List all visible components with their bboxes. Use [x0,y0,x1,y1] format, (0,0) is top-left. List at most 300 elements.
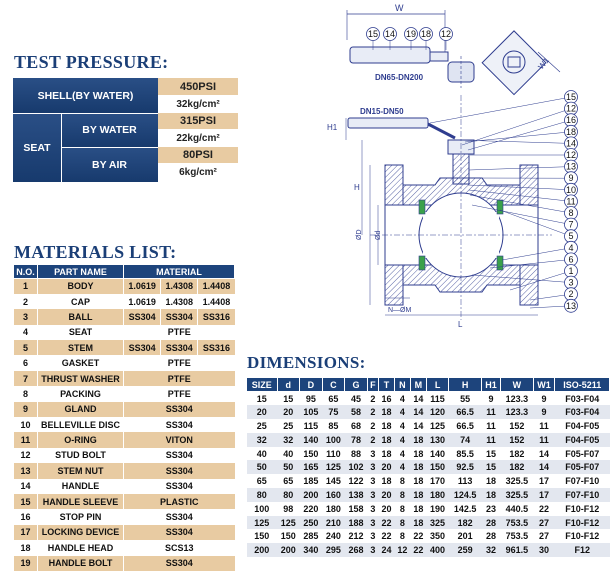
callout-number: 1 [568,266,574,276]
dimension-cell: 18 [410,502,426,516]
dimension-cell: 45 [345,392,368,406]
callout-number: 14 [384,29,396,39]
material-cell: VITON [124,432,235,447]
dimension-cell: 14 [533,460,555,474]
test-pressure-title: TEST PRESSURE: [14,52,169,72]
air-psi: 80PSI [158,147,238,163]
dimension-cell: 115 [300,419,323,433]
dimension-cell: 11 [481,405,500,419]
materials-table [13,264,235,571]
part-number: 2 [14,294,38,309]
dimension-cell: 18 [410,460,426,474]
dimension-cell: 68 [345,419,368,433]
dimension-cell: 18 [410,516,426,530]
dimension-cell: 88 [345,447,368,461]
part-name: BALL [38,309,124,324]
callout-number: 15 [565,92,577,102]
dimension-header-cell: W1 [533,378,555,392]
part-number: 3 [14,309,38,324]
dimensions-title: DIMENSIONS: [247,353,366,372]
dimension-cell: 66.5 [449,419,482,433]
dimension-cell: 25 [277,419,300,433]
callout-number: 18 [420,29,432,39]
part-number: 10 [14,417,38,432]
dimension-cell: 105 [300,405,323,419]
dimension-cell: 150 [426,460,449,474]
material-cell: SS304 [124,479,235,494]
dimension-cell: 9 [533,405,555,419]
dimension-cell: 190 [426,502,449,516]
dimension-cell: 14 [410,392,426,406]
dimension-header-cell: H1 [481,378,500,392]
dimension-cell: 2 [367,392,378,406]
dimension-cell: 4 [394,433,410,447]
callout-number: 14 [565,138,577,149]
part-number: 1 [14,279,38,294]
dimension-cell: 11 [481,433,500,447]
material-cell: 1.4408 [198,294,235,309]
dimension-cell: 150 [277,529,300,543]
dimension-cell: 240 [322,529,345,543]
dimension-cell: 123.3 [501,392,534,406]
part-number: 8 [14,386,38,401]
dimension-cell: 145 [322,474,345,488]
dimension-cell: 4 [394,447,410,461]
dimension-cell: 20 [379,502,395,516]
dimension-cell: 12 [394,543,410,557]
callout-number: 7 [568,219,574,230]
dimension-cell: 9 [533,392,555,406]
dim-h1-label: H1 [327,123,338,132]
dimension-cell: 92.5 [449,460,482,474]
dim-w-label: W [395,3,404,13]
dim-w1-label: W1 [536,56,552,72]
material-cell: SS316 [198,309,235,324]
material-cell: SS304 [161,309,198,324]
dimension-cell: 65 [322,392,345,406]
shell-kg: 32kg/cm² [158,95,238,113]
dimension-cell: F07-F10 [555,474,610,488]
dimension-header-cell: M [410,378,426,392]
valve-body-section [385,140,538,305]
dimension-cell: 250 [300,516,323,530]
shell-label: SHELL(BY WATER) [13,78,158,113]
callout-number: 5 [568,231,574,242]
dimension-cell: 58 [345,405,368,419]
part-number: 4 [14,325,38,340]
dimension-cell: 11 [533,433,555,447]
dimension-cell: 78 [345,433,368,447]
table-row [14,309,235,324]
dimension-cell: 100 [247,502,278,516]
dimension-cell: 110 [322,447,345,461]
table-row [247,419,610,433]
callout-number: 16 [565,115,577,126]
dimension-cell: 22 [410,529,426,543]
dimension-cell: 18 [379,405,395,419]
dimension-cell: 400 [426,543,449,557]
dimension-cell: 158 [345,502,368,516]
dimension-cell: F03-F04 [555,392,610,406]
dimension-cell: 295 [322,543,345,557]
part-number: 17 [14,525,38,540]
dimension-cell: 22 [379,516,395,530]
dimension-cell: 24 [379,543,395,557]
dimension-cell: 50 [247,460,278,474]
dim-h-label: H [354,183,360,192]
dimension-cell: 25 [247,419,278,433]
dimension-cell: 140 [426,447,449,461]
dimension-cell: F10-F12 [555,529,610,543]
dimension-cell: 210 [322,516,345,530]
part-name: SEAT [38,325,124,340]
dimension-cell: 8 [394,474,410,488]
material-cell: SS304 [124,340,161,355]
dimension-cell: 75 [322,405,345,419]
dimension-cell: 3 [367,460,378,474]
material-cell: PTFE [124,371,235,386]
material-cell: 1.4308 [161,279,198,294]
table-row [14,402,235,417]
callout-number: 12 [565,103,577,114]
dimension-cell: 100 [322,433,345,447]
part-name: STEM NUT [38,463,124,478]
callout-number: 15 [367,29,379,39]
dimension-cell: 152 [501,433,534,447]
dimension-cell: F10-F12 [555,516,610,530]
material-cell: 1.4308 [161,294,198,309]
callout-number: 13 [565,300,577,311]
part-name: LOCKING DEVICE [38,525,124,540]
dimension-cell: 102 [345,460,368,474]
dimension-header-cell: SIZE [247,378,278,392]
dimension-cell: 120 [426,405,449,419]
dimension-header-cell: C [322,378,345,392]
table-row [247,516,610,530]
dimension-cell: 15 [481,447,500,461]
callout-number: 11 [566,196,576,207]
dimension-cell: 268 [345,543,368,557]
dimension-cell: 3 [367,529,378,543]
dimensions-header-row [247,378,610,392]
header-no: N.O. [14,265,38,279]
callout-leader [468,120,571,150]
dimension-cell: 27 [533,529,555,543]
dimension-cell: 340 [300,543,323,557]
dimension-cell: 130 [426,433,449,447]
part-name: GLAND [38,402,124,417]
dimension-cell: 18 [481,474,500,488]
side-view-handle [348,118,455,138]
dimension-cell: 152 [501,419,534,433]
dimension-cell: 140 [300,433,323,447]
part-name: STUD BOLT [38,448,124,463]
part-name: O-RING [38,432,124,447]
callout-number: 3 [568,277,574,288]
dimension-cell: F03-F04 [555,405,610,419]
part-number: 18 [14,540,38,555]
callout-number: 9 [568,173,574,184]
side-view-label: DN15-DN50 [360,107,404,116]
callout-number: 2 [568,289,574,300]
dimension-header-cell: d [277,378,300,392]
table-row [247,474,610,488]
dimension-header-cell: N [394,378,410,392]
table-row [14,448,235,463]
dimension-cell: 325.5 [501,474,534,488]
part-name: STOP PIN [38,509,124,524]
material-cell: SS304 [124,448,235,463]
part-name: HANDLE HEAD [38,540,124,555]
dimension-cell: 138 [345,488,368,502]
part-number: 19 [14,556,38,571]
dimension-cell: 85 [322,419,345,433]
dimension-cell: 18 [410,447,426,461]
dimension-cell: 28 [481,516,500,530]
table-row [247,447,610,461]
table-row [14,463,235,478]
dimension-cell: 20 [247,405,278,419]
dimension-cell: 200 [277,543,300,557]
dimension-cell: 18 [379,474,395,488]
water-kg: 22kg/cm² [158,129,238,147]
dimension-cell: 961.5 [501,543,534,557]
dimension-cell: 17 [533,474,555,488]
callout-number: 13 [565,161,577,172]
dimensions-table [246,377,610,557]
dimension-cell: 182 [449,516,482,530]
dimension-cell: 142.5 [449,502,482,516]
table-row [14,355,235,370]
part-number: 7 [14,371,38,386]
part-name: HANDLE SLEEVE [38,494,124,509]
part-name: HANDLE [38,479,124,494]
dimension-cell: 200 [247,543,278,557]
dimension-cell: 753.5 [501,516,534,530]
dimension-cell: 150 [300,447,323,461]
dim-d-label: ØD [356,229,363,240]
dimension-cell: 32 [247,433,278,447]
callout-number: 19 [405,29,417,39]
dimension-header-cell: H [449,378,482,392]
dimension-cell: 2 [367,419,378,433]
material-cell: SS304 [161,340,198,355]
header-material: MATERIAL [124,265,235,279]
dim-nm-label: N—ØM [388,307,412,314]
dimension-cell: 201 [449,529,482,543]
dimension-cell: 18 [379,419,395,433]
dimension-cell: 15 [481,460,500,474]
material-cell: 1.4408 [198,279,235,294]
callout-number: 6 [568,254,574,265]
material-cell: SCS13 [124,540,235,555]
dimension-cell: 15 [277,392,300,406]
dimension-cell: 2 [367,433,378,447]
dimension-cell: 8 [394,502,410,516]
part-name: PACKING [38,386,124,401]
part-number: 14 [14,479,38,494]
dimension-cell: 74 [449,433,482,447]
dimension-cell: 20 [379,460,395,474]
part-number: 6 [14,355,38,370]
table-row [247,502,610,516]
dimension-cell: 15 [247,392,278,406]
table-row [247,433,610,447]
dimension-cell: 188 [345,516,368,530]
table-row [14,494,235,509]
dimension-cell: 125 [277,516,300,530]
dimension-cell: 4 [394,392,410,406]
part-number: 16 [14,509,38,524]
dimension-cell: 14 [410,405,426,419]
table-row [14,556,235,571]
material-cell: SS304 [124,525,235,540]
valve-technical-drawing [240,0,615,345]
dimension-cell: 18 [410,474,426,488]
material-cell: PTFE [124,386,235,401]
dimension-cell: 3 [367,447,378,461]
dimension-header-cell: D [300,378,323,392]
dimension-cell: 40 [247,447,278,461]
water-psi: 315PSI [158,113,238,129]
part-number: 9 [14,402,38,417]
dimension-cell: 55 [449,392,482,406]
callout-number: 4 [568,242,574,253]
dimension-cell: 9 [481,392,500,406]
dimension-cell: F04-F05 [555,419,610,433]
dimension-cell: 65 [247,474,278,488]
dimension-cell: 20 [277,405,300,419]
top-view-label: DN65-DN200 [375,73,424,82]
callout-leader [465,132,571,142]
dimension-cell: 18 [410,488,426,502]
dimension-cell: 4 [394,419,410,433]
dimension-cell: 98 [277,502,300,516]
dimension-cell: 440.5 [501,502,534,516]
part-name: THRUST WASHER [38,371,124,386]
dimension-cell: 150 [247,529,278,543]
dimension-cell: 95 [300,392,323,406]
table-row [14,325,235,340]
material-cell: PTFE [124,325,235,340]
part-name: HANDLE BOLT [38,556,124,571]
table-row [14,371,235,386]
dimension-cell: 125 [247,516,278,530]
material-cell: 1.0619 [124,279,161,294]
part-number: 11 [14,432,38,447]
materials-list-title: MATERIALS LIST: [14,242,177,262]
dimension-cell: 4 [394,460,410,474]
dimension-cell: 32 [481,543,500,557]
dimension-cell: 40 [277,447,300,461]
dimension-cell: 14 [533,447,555,461]
table-row [247,488,610,502]
dimension-cell: 8 [394,488,410,502]
part-name: STEM [38,340,124,355]
dimension-header-cell: T [379,378,395,392]
table-row [247,405,610,419]
header-part-name: PART NAME [38,265,124,279]
dimension-cell: 18 [410,433,426,447]
dimension-cell: 285 [300,529,323,543]
dimension-cell: F10-F12 [555,502,610,516]
dimension-cell: 32 [277,433,300,447]
dimension-cell: 220 [300,502,323,516]
dimension-cell: 122 [345,474,368,488]
dimension-cell: 16 [379,392,395,406]
dimension-cell: 17 [533,488,555,502]
material-cell: SS304 [124,509,235,524]
dimension-cell: 23 [481,502,500,516]
dimension-cell: 125 [322,460,345,474]
dimension-cell: 350 [426,529,449,543]
dimension-cell: 66.5 [449,405,482,419]
dimension-cell: 20 [379,488,395,502]
dimension-cell: 3 [367,516,378,530]
dimension-cell: 28 [481,529,500,543]
by-water-label: BY WATER [61,113,158,147]
table-row [247,392,610,406]
material-cell: SS316 [198,340,235,355]
table-row [14,525,235,540]
dimension-cell: 11 [533,419,555,433]
callout-leader [430,97,571,123]
dimension-cell: 22 [379,529,395,543]
material-cell: 1.0619 [124,294,161,309]
dimension-header-cell: F [367,378,378,392]
dimension-cell: 14 [410,419,426,433]
table-row [14,294,235,309]
material-cell: SS304 [124,309,161,324]
dimension-cell: F05-F07 [555,447,610,461]
dimension-cell: 325.5 [501,488,534,502]
dimension-cell: 3 [367,474,378,488]
dimension-cell: 125 [426,419,449,433]
callout-number: 12 [440,29,452,39]
dimension-header-cell: L [426,378,449,392]
dimension-cell: 160 [322,488,345,502]
dimension-cell: F07-F10 [555,488,610,502]
table-row [14,340,235,355]
dimension-cell: 259 [449,543,482,557]
table-row [14,386,235,401]
material-cell: SS304 [124,556,235,571]
dimension-cell: 80 [277,488,300,502]
table-row [247,460,610,474]
dimension-cell: 8 [394,529,410,543]
dimension-cell: 50 [277,460,300,474]
dimension-cell: 18 [481,488,500,502]
table-row [247,543,610,557]
dimension-cell: 18 [379,447,395,461]
dimension-cell: F04-F05 [555,433,610,447]
air-kg: 6kg/cm² [158,163,238,182]
dimension-header-cell: G [345,378,368,392]
dimension-cell: 80 [247,488,278,502]
dimension-cell: 11 [481,419,500,433]
part-number: 5 [14,340,38,355]
dimension-cell: 180 [426,488,449,502]
part-number: 13 [14,463,38,478]
dimension-cell: 182 [501,460,534,474]
table-row [14,509,235,524]
dimension-cell: 212 [345,529,368,543]
dimension-cell: 22 [533,502,555,516]
dimension-cell: 325 [426,516,449,530]
dim-l-label: L [458,320,463,329]
dimension-cell: 753.5 [501,529,534,543]
dimension-header-cell: ISO-5211 [555,378,610,392]
